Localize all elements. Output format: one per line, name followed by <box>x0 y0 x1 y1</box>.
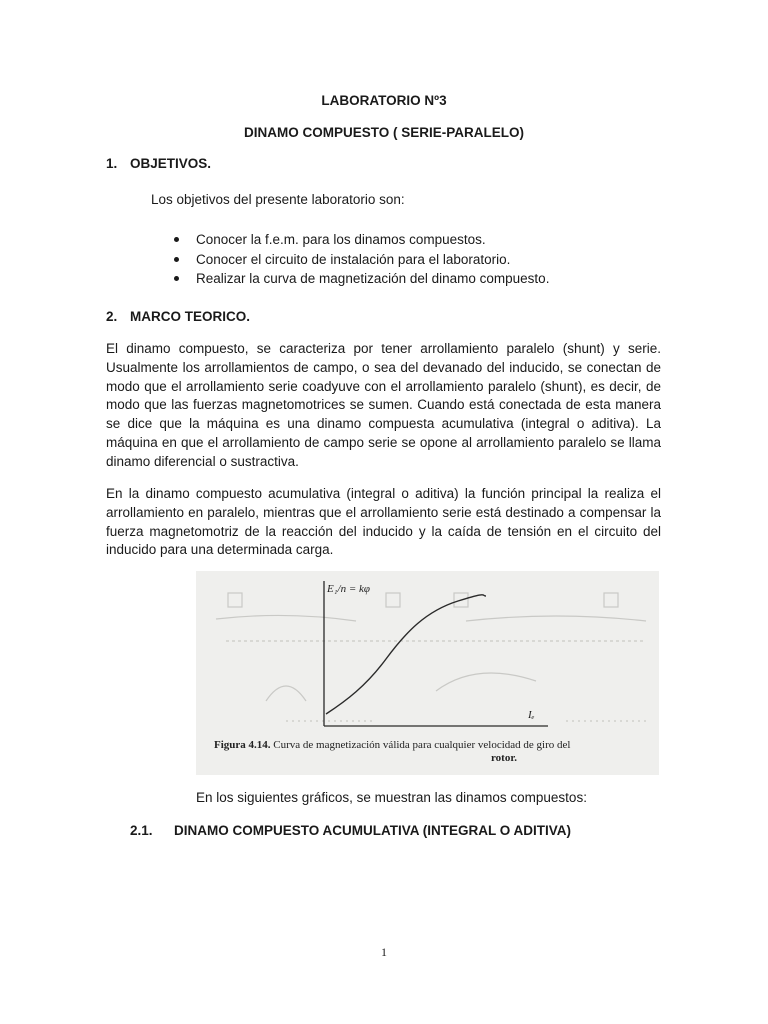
x-axis-label: Iₑ <box>528 709 535 721</box>
objectives-list <box>170 230 549 289</box>
section-1-title: OBJETIVOS. <box>130 156 212 171</box>
section-2-heading <box>106 309 250 324</box>
bullet-icon <box>174 237 179 242</box>
list-item: Realizar la curva de magnetización del dinamo compuesto. <box>170 269 549 289</box>
theory-paragraph-1: El dinamo compuesto, se caracteriza por tener arrollamiento paralelo (shunt) y serie. Usualmente los arrollamientos de campo, o sea del devanado del inducido, se conectan de modo que el arrollamiento serie coadyuve con el arrollamiento paralelo (shunt), es decir, de modo que las fuerzas magnetomotrices se sumen. Cuando está conectada de esta manera se dice que la máquina es una dinamo compuesta acumulativa (integral o aditiva). La máquina en que el arrollamiento de campo serie se opone al arrollamiento paralelo se llama dinamo diferencial o sustractiva. <box>106 341 661 469</box>
y-axis-label: E₁/n = kφ <box>327 583 370 595</box>
section-1-heading <box>106 156 211 171</box>
page-number: 1 <box>381 945 387 959</box>
background-artifacts <box>216 593 646 721</box>
objectives-intro: Los objetivos del presente laboratorio son: <box>151 192 405 207</box>
section-1-number: 1. <box>106 156 118 171</box>
document-subtitle: DINAMO COMPUESTO ( SERIE-PARALELO) <box>243 125 524 140</box>
figure-caption <box>214 739 644 765</box>
figure-caption-text: Curva de magnetización válida para cualquier velocidad de giro del <box>273 739 571 751</box>
theory-paragraph-2: En la dinamo compuesto acumulativa (integral o aditiva) la función principal la realiza el arrollamiento en paralelo, mientras que el arrollamiento serie está destinado a compensar la fuerza magnetomotriz de la reacción del inducido y la caída de tensión en el circuito del inducido para una determinada carga. <box>106 486 661 558</box>
subsection-title: DINAMO COMPUESTO ACUMULATIVA (INTEGRAL O ADITIVA) <box>174 823 571 838</box>
subsection-number: 2.1. <box>130 823 153 838</box>
figure-caption-end: rotor. <box>491 752 517 764</box>
section-2-title: MARCO TEORICO. <box>130 309 250 324</box>
bullet-icon <box>174 276 179 281</box>
figures-intro: En los siguientes gráficos, se muestran las dinamos compuestos: <box>196 790 587 805</box>
magnetization-figure <box>196 571 659 775</box>
section-2-number: 2. <box>106 309 118 324</box>
subsection-2-1-heading <box>130 823 571 838</box>
bullet-icon <box>174 257 179 262</box>
lab-title: LABORATORIO Nº3 <box>321 93 447 108</box>
list-item: Conocer la f.e.m. para los dinamos compuestos. <box>170 230 549 250</box>
magnetization-curve <box>326 595 486 714</box>
figure-label: Figura 4.14. <box>214 739 271 751</box>
list-item: Conocer el circuito de instalación para el laboratorio. <box>170 250 549 270</box>
